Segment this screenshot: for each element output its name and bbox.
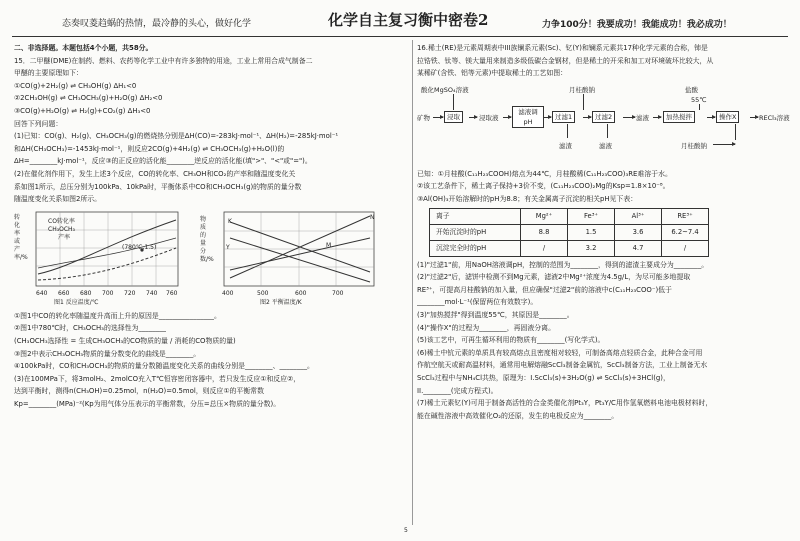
flow-arrow bbox=[469, 117, 477, 118]
figure-2-line-k bbox=[230, 222, 370, 272]
flow-arrow bbox=[713, 144, 735, 145]
table-header-cell: Mg²⁺ bbox=[521, 208, 568, 224]
table-cell: / bbox=[662, 240, 709, 256]
table-cell: 沉淀完全时的pH bbox=[430, 240, 521, 256]
flow-arrow bbox=[623, 117, 635, 118]
table-cell: / bbox=[521, 240, 568, 256]
flow-box-heat-stir: 加热搅拌 bbox=[663, 111, 695, 123]
table-row bbox=[430, 240, 709, 256]
flow-connector bbox=[735, 124, 736, 140]
q15-line: Kp=________(MPa)⁻²(Kp为用气体分压表示的平衡常数，分压=总压×物质的量分数)。 bbox=[14, 399, 281, 408]
q16-line: 16.稀土(RE)是元素周期表中III族镧系元素(Sc)、钇(Y)和镧系元素共17种化学元素的合称，铈是 bbox=[417, 44, 708, 52]
flow-arrow bbox=[503, 117, 511, 118]
page-number: 5 bbox=[404, 527, 408, 534]
table-cell: 6.2~7.4 bbox=[662, 224, 709, 240]
q16-line: 能在碱性溶液中高效催化O₂的还原，发生的电极反应为________。 bbox=[417, 411, 619, 420]
figure-1-xtick: 640 bbox=[36, 289, 48, 297]
process-flowchart bbox=[417, 82, 790, 166]
q15-line: ④100kPa时，CO和CH₃OCH₃的物质的量分数随温度变化关系的曲线分别是________、________。 bbox=[14, 362, 314, 371]
q15-line: 和ΔH(CH₃OCH₃)=-1453kJ·mol⁻¹，则反应2CO(g)+4H₂(g) ⇌ CH₃OCH₃(g)+H₂O(l)的 bbox=[14, 144, 285, 153]
flow-text-filtrate: 滤液 bbox=[636, 113, 649, 122]
q16-line: (3)"加热搅拌"得到温度55℃，其原因是________。 bbox=[417, 310, 574, 319]
q16-line: ③Al(OH)₃开始溶解时的pH为8.8；有关金属离子沉淀的相关pH见下表： bbox=[417, 194, 638, 203]
table-header-cell: Fe³⁺ bbox=[568, 208, 615, 224]
figure-1-xtick: 700 bbox=[102, 289, 114, 297]
flow-box-operation-x: 操作X bbox=[716, 111, 739, 123]
figure-2-label-k: K bbox=[228, 217, 232, 225]
q16-line: 某稀矿(含铁、铝等元素)中提取稀土的工艺如图： bbox=[417, 69, 568, 78]
flow-text-residue: 滤渣 bbox=[559, 141, 572, 150]
q16-line: 作航空航天或耐高温材料，通常用电解熔融ScCl₃制备金属钪，ScCl₃制备方法，工业上制备无水 bbox=[417, 361, 708, 370]
q16-line: 拉锆铁、钛等、镁大量用来制造多级低碳合金钢材，但是稀土的开采和加工对环境破坏比较大，从 bbox=[417, 56, 714, 65]
column-divider bbox=[412, 40, 413, 525]
flow-connector bbox=[699, 104, 700, 110]
page-title: 化学自主复习衡中密卷2 bbox=[328, 11, 489, 29]
header-right-motto: 力争100分！我要成功！我能成功！我必成功！ bbox=[542, 20, 732, 30]
q16-line: (6)稀土中钪元素的单质具有较高熔点且密度相对较轻，可制备高熔点轻质合金，此种合金可用 bbox=[417, 348, 703, 357]
q16-line: (2)"过滤2"后，滤饼中检测不到Mg元素，滤液2中Mg²⁺浓度为4.5g/L，为尽可能多地提取 bbox=[417, 273, 691, 282]
figure-1-ylabel: 转化率或产率/% bbox=[14, 213, 28, 261]
q16-line: (5)该工艺中，可再生循环利用的物质有________(写化学式)。 bbox=[417, 336, 605, 345]
q15-line: (CH₃OCH₃选择性 = 生成CH₃OCH₃的CO物质的量 / 消耗的CO物质的量) bbox=[14, 336, 236, 345]
figure-2-line-m bbox=[230, 238, 370, 270]
flow-arrow bbox=[583, 117, 591, 118]
q15-line: ②图1中780℃时，CH₃OCH₃的选择性为________ bbox=[14, 324, 166, 333]
q15-line: ①CO(g)+2H₂(g) ⇌ CH₃OH(g) ΔH₁<0 bbox=[14, 81, 137, 90]
q16-line: ________mol·L⁻¹(保留两位有效数字)。 bbox=[417, 298, 538, 307]
figure-2-xtick: 600 bbox=[295, 289, 307, 297]
flow-arrow bbox=[750, 117, 758, 118]
figure-1-xtick: 660 bbox=[58, 289, 70, 297]
flow-arrow bbox=[543, 117, 551, 118]
ph-table bbox=[429, 208, 709, 257]
flow-connector bbox=[607, 124, 608, 138]
figure-1-point-label: (780℃,1.5) bbox=[122, 243, 157, 251]
q16-line: RE³⁺，可提高月桂酸钠的加入量，但应确保"过滤2"前的溶液中c(C₁₁H₂₃COO⁻)低于 bbox=[417, 285, 672, 294]
table-cell: 1.5 bbox=[568, 224, 615, 240]
figure-2-label-m: M bbox=[326, 241, 332, 249]
q15-line: 回答下列问题： bbox=[14, 119, 63, 128]
table-header-cell: 离子 bbox=[430, 208, 521, 224]
figure-1-xtick: 720 bbox=[124, 289, 136, 297]
figure-2-ylabel: 物质的量分数/% bbox=[200, 215, 214, 263]
section-intro: 二、非选择题。本题包括4个小题，共58分。 bbox=[14, 44, 153, 52]
table-row bbox=[430, 224, 709, 240]
figure-2-xtick: 500 bbox=[257, 289, 269, 297]
flow-arrow bbox=[433, 117, 443, 118]
q15-line: 15．二甲醚(DME)在制药、燃料、农药等化学工业中有许多独特的用途，工业上常用合成气制备二 bbox=[14, 56, 313, 65]
flow-box-leach: 浸取 bbox=[444, 111, 463, 123]
flow-connector bbox=[567, 124, 568, 138]
table-cell: 4.7 bbox=[615, 240, 662, 256]
q15-line: (1)已知：CO(g)、H₂(g)、CH₃OCH₃(g)的燃烧热分别是ΔH(CO)=-283kJ·mol⁻¹、ΔH(H₂)=-285kJ·mol⁻¹ bbox=[14, 132, 339, 141]
flow-arrow bbox=[653, 117, 661, 118]
flow-box-filter1: 过滤1 bbox=[552, 111, 575, 123]
page-header bbox=[0, 4, 800, 40]
q15-line: 达到平衡时，测得n(CH₃OH)=0.25mol，n(H₂O)=0.5mol，则反应①的平衡常数 bbox=[14, 387, 264, 396]
q15-line: (2)在催化剂作用下，发生上述3个反应，CO的转化率、CH₃OH和CO₂的产率和随温度变化关 bbox=[14, 169, 296, 178]
flow-connector bbox=[453, 94, 454, 110]
figure-1-xtick: 740 bbox=[146, 289, 158, 297]
figure-2-line-y bbox=[230, 238, 370, 282]
q16-line: (7)稀土元素钇(Y)可用于制备高活性的合金类催化剂Pt₃Y，Pt₃Y/C用作氢氧燃料电池电极材料时， bbox=[417, 399, 713, 408]
flow-box-adjust-ph: 滤液调pH bbox=[512, 106, 544, 128]
figure-1-legend-yield: 产率 bbox=[58, 233, 71, 241]
q15-line: 甲醚的主要原理如下： bbox=[14, 69, 83, 78]
right-column bbox=[417, 42, 790, 422]
q15-line: ②2CH₃OH(g) ⇌ CH₃OCH₃(g)+H₂O(g) ΔH₂<0 bbox=[14, 94, 163, 103]
q15-line: (3)在100MPa下，将3molH₂、2molCO充入T℃恒容密闭容器中，若只发生反应①和反应②， bbox=[14, 374, 301, 383]
table-cell: 3.2 bbox=[568, 240, 615, 256]
figure-1-legend-ch3och3: CH₃OCH₃ bbox=[48, 225, 75, 233]
flow-text-filtrate2: 滤液 bbox=[599, 141, 612, 150]
flow-text-product: RECl₃溶液 bbox=[759, 113, 790, 122]
q16-line: ScCl₃过程中与NH₄Cl共热，原理为：I.ScCl₃(s)+3H₂O(g) ⇌ ScCl₃(s)+3HCl(g)， bbox=[417, 373, 670, 382]
figure-1-xtick: 680 bbox=[80, 289, 92, 297]
flow-connector bbox=[583, 94, 584, 110]
flow-box-filter2: 过滤2 bbox=[592, 111, 615, 123]
flow-arrow bbox=[707, 117, 715, 118]
table-cell: 8.8 bbox=[521, 224, 568, 240]
figure-2-caption: 图2 平衡温度/K bbox=[260, 298, 302, 306]
q16-line: II.________(完成方程式)。 bbox=[417, 386, 498, 395]
flow-text-leachate: 浸取液 bbox=[479, 113, 499, 122]
q15-line: ①图1中CO的转化率随温度升高而上升的原因是________________。 bbox=[14, 311, 221, 320]
figure-2-grid bbox=[224, 212, 374, 286]
q15-line: ΔH=________kJ·mol⁻¹，反应③的正反应的活化能________逆反应的活化能(填">"、"<"或"=")。 bbox=[14, 157, 312, 166]
table-header-cell: Al³⁺ bbox=[615, 208, 662, 224]
header-left-motto: 态奏叹菱趋蜗的热情，最冷静的头心，做好化学 bbox=[62, 19, 252, 29]
flow-label-top: 月桂酸钠 bbox=[569, 85, 595, 94]
table-header-cell: RE³⁺ bbox=[662, 208, 709, 224]
q16-line: (1)"过滤1"前，用NaOH溶液调pH，控制的范围为________，得到的滤渣主要成分为________。 bbox=[417, 260, 709, 269]
q15-line: 系如图1所示，总压分别为100kPa、10kPa时，平衡体系中CO和CH₃OCH₃(g)的物质的量分数 bbox=[14, 182, 302, 191]
table-header-row bbox=[430, 208, 709, 224]
flow-text-ore: 矿物 bbox=[417, 113, 430, 122]
q16-line: (4)"操作X"的过程为________，再固液分离。 bbox=[417, 323, 555, 332]
flow-text-laurate: 月桂酸钠 bbox=[681, 141, 707, 150]
figure-1-caption: 图1 反应温度/℃ bbox=[54, 298, 99, 306]
header-rule bbox=[12, 36, 788, 37]
q15-line: ③图2中表示CH₃OCH₃物质的量分数变化的曲线是________。 bbox=[14, 349, 201, 358]
q15-figures bbox=[14, 208, 406, 308]
flow-label-top: 盐酸 bbox=[685, 85, 698, 94]
figure-2-xtick: 400 bbox=[222, 289, 234, 297]
figure-2-xtick: 700 bbox=[332, 289, 344, 297]
q16-line: 已知：①月桂酸(C₁₁H₂₃COOH)熔点为44℃，月桂酸稀(C₁₁H₂₃COO)₃RE难溶于水。 bbox=[417, 169, 672, 178]
q16-line: ②该工艺条件下，稀土离子保持+3价不变，(C₁₁H₂₃COO)₂Mg的Ksp=1.8×10⁻⁸。 bbox=[417, 182, 670, 191]
figure-2-label-y: Y bbox=[226, 243, 230, 251]
figure-1-xtick: 760 bbox=[166, 289, 178, 297]
q15-line: 随温度变化关系如图2所示。 bbox=[14, 195, 102, 204]
table-cell: 3.6 bbox=[615, 224, 662, 240]
figure-2-label-n: N bbox=[370, 213, 375, 221]
q15-line: ③CO(g)+H₂O(g) ⇌ H₂(g)+CO₂(g) ΔH₃<0 bbox=[14, 106, 151, 115]
left-column bbox=[14, 42, 406, 410]
table-cell: 开始沉淀时的pH bbox=[430, 224, 521, 240]
flow-label-top: 酸化MgSO₄溶液 bbox=[421, 85, 469, 94]
figure-1-legend-co: CO转化率 bbox=[48, 217, 75, 225]
flow-label-top: 55℃ bbox=[691, 95, 707, 104]
